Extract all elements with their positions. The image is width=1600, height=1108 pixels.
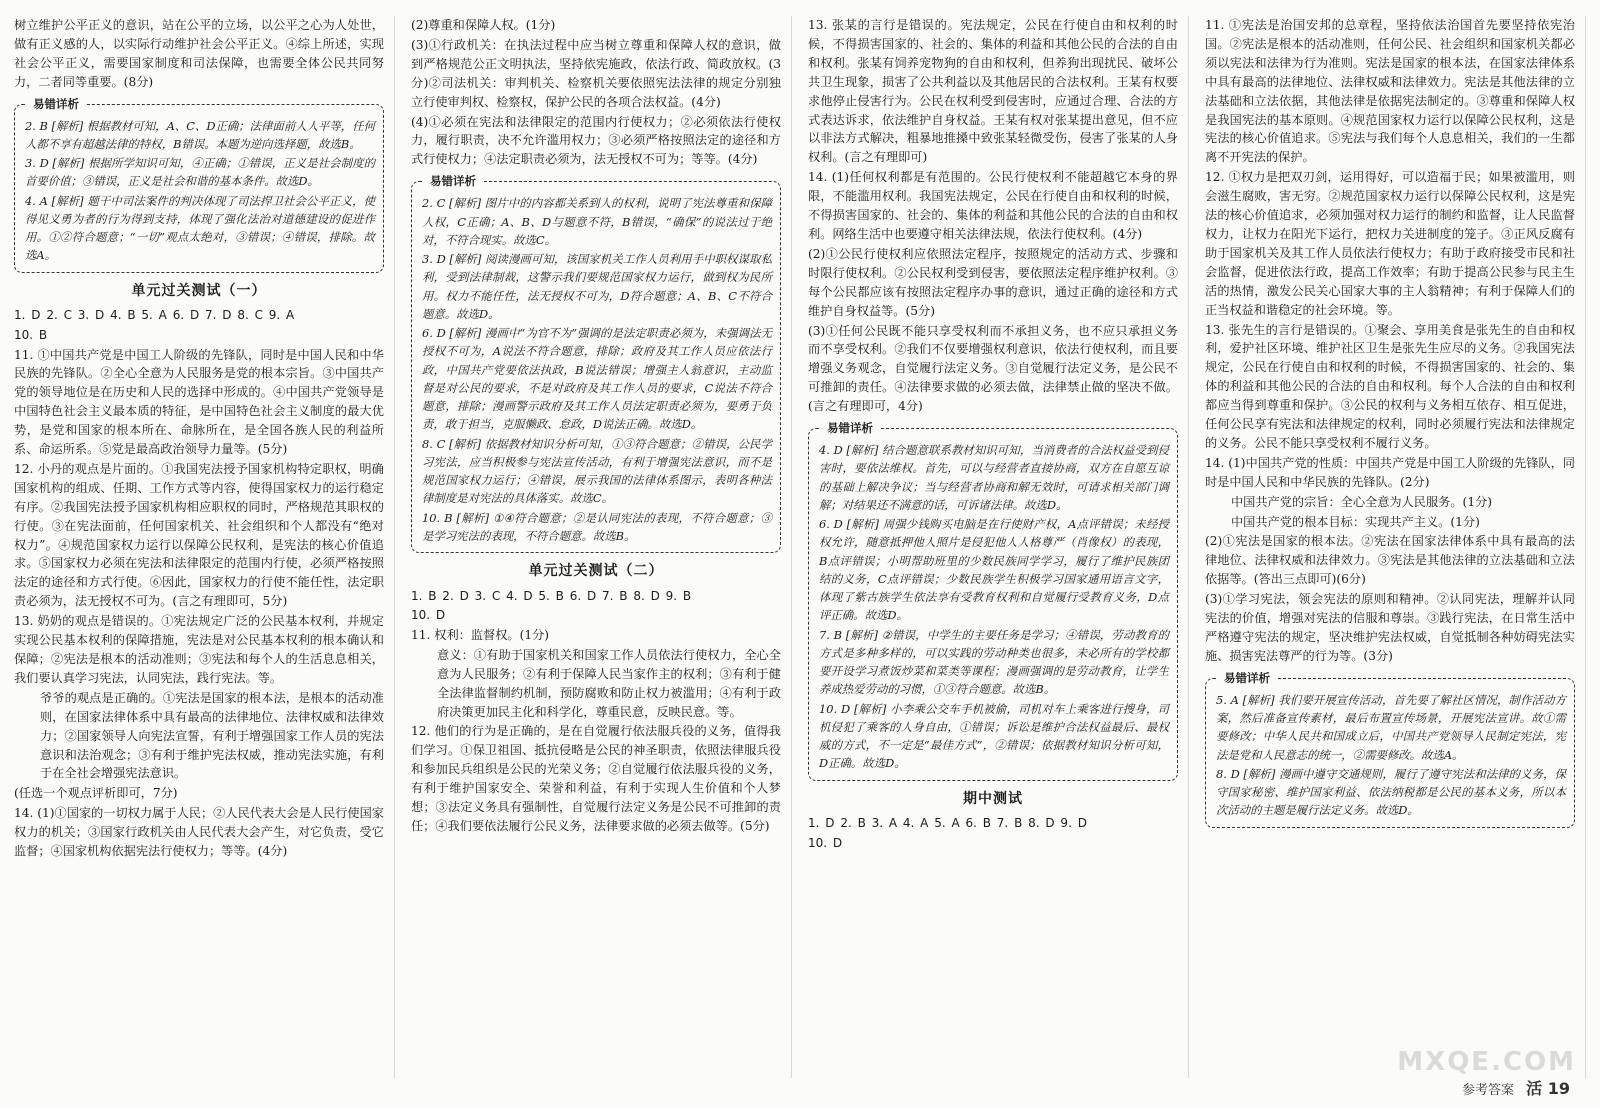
column-3	[808, 16, 1189, 1078]
paragraph: (3)①行政机关：在执法过程中应当树立尊重和保障人权的意识，做到严格规范公正文明执法，坚持依宪施政，依法行政、简政放权。(3分)②司法机关：审判机关、检察机关要依照宪法法律的规定分别独立行使审判权、检察权，保护公民的各项合法权益。(4分)	[411, 37, 781, 109]
section-title: 期中测试	[963, 790, 1023, 807]
error-analysis-box	[808, 421, 1178, 781]
paragraph: 12. ①权力是把双刃剑，运用得好，可以造福于民；如果被滥用，则会滋生腐败，害无穷。②规范国家权力运行以保障公民权利，这是宪法的核心价值追求，必须加强对权力运行的制约和监督，让人民监督权力，让权力在阳光下运行，把权力关进制度的笼子。③正风反腐有助于国家机关及其工作人员依法行使权力；有助于政府接受市民和社会监督，促进依法行政，提高工作效率；有助于提高公民参与民主生活的热情，激发公民关心国家大事的主人翁精神；有利于保障人们的正当权益和谐稳定的社会环境。等。	[1205, 170, 1575, 317]
paragraph: 14. (1)任何权利都是有范围的。公民行使权利不能超越它本身的界限，不能滥用权利。我国宪法规定，公民在行使自由和权利的时候，不得损害国家的、社会的、集体的利益和其他公民的合法的自由和权利。网络生活中也要遵守相关法律法规，依法行使权利。(4分)	[808, 170, 1178, 241]
box-item: 6. D [解析] 周强少钱购买电脑是在行使财产权，A点评错误；未经授权允许，随意抵押他人照片是侵犯他人人格尊严（肖像权）的表现，B点评错误；小明帮助班里的少数民族同学学习，履行了维护民族团结的义务，C点评错误；少数民族学生积极学习国家通用语言文字，体现了紫古族学生依法享有受教育权利和自觉履行受教育义务，D点评正确。故选D。	[819, 517, 1169, 623]
paragraph: 12. 小丹的观点是片面的。①我国宪法授予国家机构特定职权，明确国家机构的组成、任期、工作方式等内容，使得国家权力的运行稳定有序。②我国宪法授予国家机构相应职权的同时，严格规范其职权的行使。③在宪法面前，任何国家机关、社会组织和个人都没有“绝对权力”。④规范国家权力运行以保障公民权利，是宪法的核心价值追求。⑤国家权力必须在宪法和法律限定的范围内行使，必须严格按照法定的途径和方式行使。⑥因此，国家权力的行使不能任性，法定职责必须为，法无授权不可为。(言之有理即可，5分)	[14, 461, 384, 609]
paragraph: 中国共产党的根本目标：实现共产主义。(1分)	[1231, 514, 1480, 529]
paragraph: 14. (1)①国家的一切权力属于人民；②人民代表大会是人民行使国家权力的机关；③国家行政机关由人民代表大会产生，对它负责，受它监督；④国家机构依据宪法行使权力；等等。(4分)	[14, 806, 384, 859]
paragraph: 中国共产党的宗旨：全心全意为人民服务。(1分)	[1231, 494, 1493, 509]
paragraph: (2)①宪法是国家的根本法。②宪法在国家法律体系中具有最高的法律地位、法律权威和法律效力。③宪法是其他法律的立法基础和立法依据等。(答出三点即可)(6分)	[1205, 534, 1575, 587]
box-item: 2. C [解析] 图片中的内容都关系到人的权利，说明了宪法尊重和保障人权，C正确；A、B、D与题意不符，B错误，“确保”的说法过于绝对，不符合现实。故选C。	[422, 196, 772, 247]
choice-answers: 10. B	[14, 327, 48, 342]
paragraph: 12. 他们的行为是正确的，是在自觉履行依法服兵役的义务，值得我们学习。①保卫祖国、抵抗侵略是公民的神圣职责，依照法律服兵役和参加民兵组织是公民的光荣义务；②自觉履行依法服兵役的义务，有利于维护国家安全、荣誉和利益，有利于实现人生价值和个人梦想；③法定义务具有强制性，自觉履行法定义务是公民不可推卸的责任；④我们要依法履行公民义务，法律要求做的必须去做等。(5分)	[411, 724, 781, 833]
paragraph: (2)①公民行使权利应依照法定程序，按照规定的活动方式、步骤和时限行使权利。②公民权利受到侵害，要依照法定程序维护权利。③每个公民都应该有按照法定程序办事的意识，通过正确的途径和方式维护自身权益等。(5分)	[808, 246, 1178, 318]
box-item: 8. D [解析] 漫画中遵守交通规则，履行了遵守宪法和法律的义务，保守国家秘密、维护国家利益、依法纳税都是公民的基本义务，所以本次活动的主题是履行法定义务。故选D。	[1216, 766, 1566, 818]
paragraph: 意义：①有助于国家机关和国家工作人员依法行使权力，全心全意为人民服务；②有利于保障人民当家作主的权利；③有利于健全法律监督制约机制，预防腐败和防止权力被滥用；④有利于政府决策更加民主化和科学化，尊重民意，反映民意。等。	[437, 647, 781, 719]
paragraph: (4)①必须在宪法和法律限定的范围内行使权力；②必须依法行使权力，履行职责，决不允许滥用权力；③必须严格按照法定的途径和方式行使权力；④法定职责必须为，法无授权不可为；等等。(4分)	[411, 114, 781, 167]
choice-answers: 1. D 2. B 3. A 4. A 5. A 6. B 7. B 8. D 9. D	[808, 816, 1087, 831]
box-item: 5. A [解析] 我们要开展宣传活动，首先要了解社区情况，制作活动方案，然后准备宣传素材，最后布置宣传场景，开展宪法宣讲。故①需要修改；中华人民共和国成立后，中国共产党领导人民制定宪法，宪法是党和人民意志的统一，②需要修改。故选A。	[1216, 692, 1566, 762]
paragraph: 13. 张某的言行是错误的。宪法规定，公民在行使自由和权利的时候，不得损害国家的、社会的、集体的利益和其他公民的合法的自由和权利。张某有饲养宠物狗的自由和权利，但养狗出现扰民、破坏公共卫生现象，损害了公共利益以及其他居民的合法权利。王某有权要求他停止侵害行为。公民在权利受到侵害时，应通过合理、合法的方式表达诉求，依法维护自身权益。王某有权对张某提出意见，但不应以非法方式解决，粗暴地推搡中致张某轻微受伤，侵害了张某的人身权利。(言之有理即可)	[808, 18, 1178, 165]
box-item: 10. D [解析] 小李乘公交车手机被偷，司机对车上乘客进行搜身，司机侵犯了乘客的人身自由，①错误；诉讼是维护合法权益最后、最权威的方式，不一定是“最佳方式”，②错误；依据教材知识分析可知，D正确。故选D。	[819, 701, 1169, 771]
column-1	[14, 16, 395, 1078]
paragraph: (3)①学习宪法，领会宪法的原则和精神。②认同宪法，理解并认同宪法的价值，增强对宪法的信服和尊崇。③践行宪法，在日常生活中严格遵守宪法的规定，坚决维护宪法权威，自觉抵制各种妨碍宪法实施、损害宪法尊严的行为等。(3分)	[1205, 592, 1575, 663]
box-item: 10. B [解析] ①④符合题意；②是认同宪法的表现，不符合题意；③是学习宪法的表现，不符合题意。故选B。	[422, 510, 772, 543]
paragraph: 11. ①宪法是治国安邦的总章程，坚持依法治国首先要坚持依宪治国。②宪法是根本的活动准则，任何公民、社会组织和国家机关都必须以宪法和法律为行为准则。宪法是国家的根本法，在国家法律体系中具有最高的法律地位、法律权威和法律效力。宪法是其他法律的立法基础和立法依据，其他法律是依据宪法制定的。③尊重和保障人权是我国宪法的基本原则。④规范国家权力运行以保障公民权利，这是宪法的核心价值追求。⑤宪法与我们每个人息息相关，我们的一生都离不开宪法的保护。	[1205, 18, 1575, 165]
error-analysis-box	[14, 96, 384, 273]
paragraph: 14. (1)中国共产党的性质：中国共产党是中国工人阶级的先锋队，同时是中国人民和中华民族的先锋队。(2分)	[1205, 455, 1575, 489]
paragraph: 11. ①中国共产党是中国工人阶级的先锋队，同时是中国人民和中华民族的先锋队。②全心全意为人民服务是党的根本宗旨。③中国共产党的领导地位是在历史和人民的选择中形成的。④中国共产党领导是中国特色社会主义最本质的特征，是中国特色社会主义制度的最大优势，是党和国家的根本所在、命脉所在，是全国各族人民的利益所系、命运所系。⑤党是最高政治领导力量等。(5分)	[14, 347, 384, 457]
box-item: 7. B [解析] ②错误，中学生的主要任务是学习；④错误，劳动教育的方式是多种多样的，可以实践的劳动种类也很多，未必所有的学校都要开设学习煮饭炒菜和菜类等课程；漫画强调的是劳动教育，让学生养成热爱劳动的习惯，①③符合题意。故选B。	[819, 627, 1169, 697]
paragraph: (2)尊重和保障人权。(1分)	[411, 18, 556, 32]
box-title: 易错详析	[1218, 669, 1276, 687]
paragraph: 13. 张先生的言行是错误的。①聚会、享用美食是张先生的自由和权利，爱护社区环境、维护社区卫生是张先生应尽的义务。②我国宪法规定，公民在行使自由和权利的时候，不得损害国家的、社会的、集体的利益和其他公民的合法的自由和权利。每个人合法的自由和权利都应当得到尊重和保护。③公民的权利与义务相互依存、相互促进，任何公民享有宪法和法律规定的权利，同时必须履行宪法和法律规定的义务。公民不能只享受权利不履行义务。	[1205, 322, 1575, 450]
paragraph: (任选一个观点评析即可，7分)	[14, 786, 178, 801]
box-item: 2. B [解析] 根据教材可知，A、C、D正确；法律面前人人平等，任何人都不享有超越法律的特权，B错误。本题为逆向选择题，故选B。	[25, 118, 375, 151]
section-title: 单元过关测试（一）	[131, 282, 267, 299]
watermark: MXQE.COM	[1397, 1046, 1576, 1077]
error-analysis-box	[1205, 670, 1575, 828]
choice-answers: 10. D	[411, 608, 446, 623]
column-4	[1205, 16, 1586, 1078]
choice-answers: 1. B 2. D 3. C 4. D 5. B 6. D 7. B 8. D 9. B	[411, 588, 692, 603]
footer-label: 参考答案	[1462, 1083, 1515, 1099]
box-item: 4. A [解析] 题干中司法案件的判决体现了司法捍卫社会公平正义，使得见义勇为者的行为得到支持，体现了强化法治对道德建设的促进作用。①②符合题意；“一切”观点太绝对，③错误；④错误，排除。故选A。	[25, 193, 375, 263]
box-item: 6. D [解析] 漫画中“为官不为”强调的是法定职责必须为，未强调法无授权不可为，A说法不符合题意，排除；政府及其工作人员应依法行政，中国共产党要依法执政，B说法错误；增强主人翁意识，主动监督是对公民的要求，不是对政府及其工作人员的要求，C说法不符合题意，排除；漫画警示政府及其工作人员法定职责必须为，要勇于负责，敢于担当，克服懒政、怠政，D说法正确。故选D。	[422, 326, 772, 432]
box-title: 易错详析	[424, 172, 482, 190]
box-item: 3. D [解析] 根据所学知识可知，④正确；①错误，正义是社会制度的首要价值；③错误，正义是社会和谐的基本条件。故选D。	[25, 156, 375, 189]
choice-answers: 10. D	[808, 835, 843, 850]
paragraph: (3)①任何公民既不能只享受权利而不承担义务，也不应只承担义务而不享受权利。②我们不仅要增强权利意识，依法行使权利，而且要增强义务观念，自觉履行法定义务。③自觉履行法定义务，是公民不可推卸的责任。④法律要求做的必须去做，法律禁止做的坚决不做。(言之有理即可，4分)	[808, 323, 1178, 414]
page-footer	[1462, 1077, 1570, 1102]
choice-answers: 1. D 2. C 3. D 4. B 5. A 6. D 7. D 8. C 9. A	[14, 308, 295, 323]
box-title: 易错详析	[821, 419, 879, 437]
box-item: 4. D [解析] 结合题意联系教材知识可知，当消费者的合法权益受到侵害时，要依法维权。首先，可以与经营者直接协商，双方在自愿互谅的基础上解决争议；当与经营者协商和解无效时，可请求相关部门调解；对结果还不满意的话，可诉诸法律。故选D。	[819, 443, 1169, 512]
paragraph: 树立维护公平正义的意识，站在公平的立场，以公平之心为人处世，做有正义感的人，以实际行动维护社会公平正义。④综上所述，实现社会公平正义，需要国家制度和司法保障，也需要全体公民共同努力，二者同等重要。(8分)	[14, 18, 384, 89]
paragraph: 11. 权利：监督权。(1分)	[411, 627, 550, 642]
box-title: 易错详析	[27, 95, 85, 113]
page-number: 活 19	[1526, 1079, 1570, 1099]
paragraph: 13. 奶奶的观点是错误的。①宪法规定广泛的公民基本权利，并规定实现公民基本权利的保障措施，宪法是对公民基本权利的根本确认和保障；②宪法是根本的活动准则；③宪法和每个人的生活息息相关，我们要认真学习宪法，认同宪法，践行宪法。等。	[14, 614, 384, 685]
column-2	[411, 16, 792, 1078]
paragraph: 爷爷的观点是正确的。①宪法是国家的根本法，是根本的活动准则，在国家法律体系中具有最高的法律地位、法律权威和法律效力；②国家领导人向宪法宣誓，有利于增强国家工作人员的宪法意识和法治观念；③有利于维护宪法权威，推动宪法实施，有利于在全社会增强宪法意识。	[40, 690, 384, 781]
error-analysis-box	[411, 174, 781, 553]
box-item: 8. C [解析] 依据教材知识分析可知，①③符合题意；②错误，公民学习宪法，应当积极参与宪法宣传活动，有利于增强宪法意识，而不是规范国家权力运行；④错误，展示我国的法律体系图示，表明各种法律制度是对宪法的具体落实。故选C。	[422, 436, 772, 506]
box-item: 3. D [解析] 阅读漫画可知，该国家机关工作人员利用手中职权谋取私利，受到法律制裁，这警示我们要规范国家权力运行，做到权为民所用。权力不能任性，法无授权不可为，D符合题意；A、B、C不符合题意。故选D。	[422, 252, 772, 321]
section-title: 单元过关测试（二）	[528, 563, 664, 579]
